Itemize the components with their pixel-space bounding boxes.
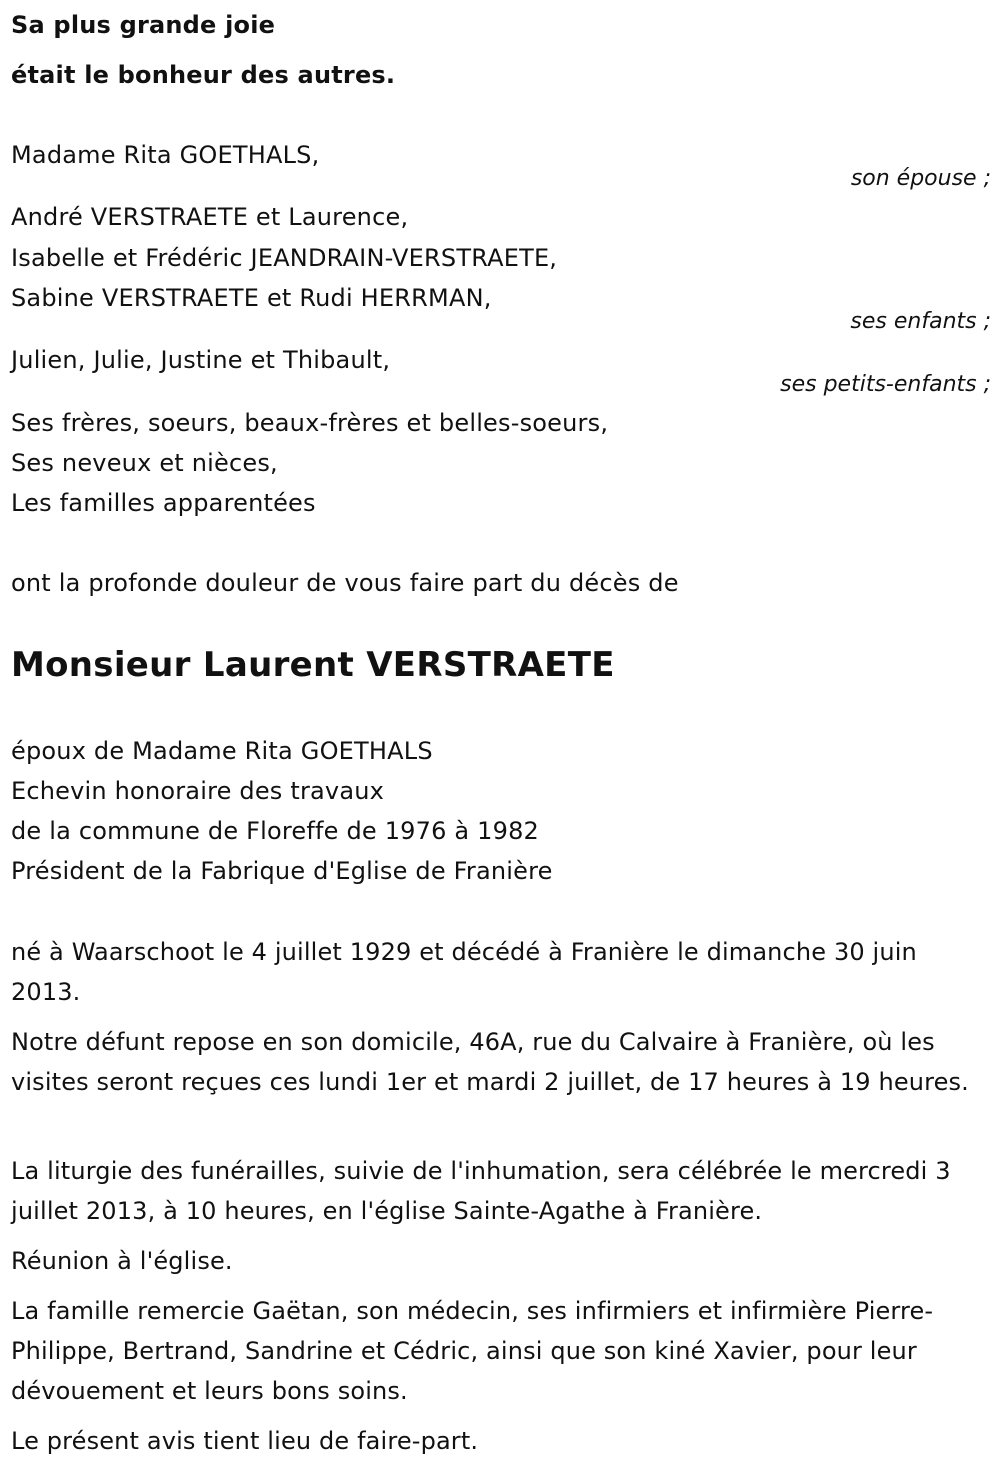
deceased-detail: de la commune de Floreffe de 1976 à 1982 [11, 817, 540, 845]
notice-paragraph: Le présent avis tient lieu de faire-part. [11, 1427, 479, 1455]
motto-line-1: Sa plus grande joie [11, 11, 276, 39]
meeting-paragraph: Réunion à l'église. [11, 1247, 233, 1275]
relatives-line: Ses neveux et nièces, [11, 449, 278, 477]
visitation-paragraph: Notre défunt repose en son domicile, 46A, rue du Calvaire à Franière, où les visites seront reçues ces lundi 1er et mardi 2 juillet, de 17 heures à 19 heures. [11, 1028, 969, 1096]
grandchildren-names: Julien, Julie, Justine et Thibault, [11, 346, 391, 374]
deceased-name: Monsieur Laurent VERSTRAETE [11, 645, 615, 685]
announcement-text: ont la profonde douleur de vous faire part du décès de [11, 569, 679, 597]
children-role: ses enfants ; [850, 309, 991, 334]
spouse-role: son épouse ; [850, 166, 991, 191]
motto-line-2: était le bonheur des autres. [11, 61, 396, 89]
deceased-detail: Président de la Fabrique d'Eglise de Franière [11, 857, 553, 885]
deceased-detail: Echevin honoraire des travaux [11, 777, 385, 805]
spouse-name: Madame Rita GOETHALS, [11, 141, 320, 169]
funeral-paragraph: La liturgie des funérailles, suivie de l'inhumation, sera célébrée le mercredi 3 juillet 2013, à 10 heures, en l'église Sainte-Agathe à Franière. [11, 1157, 951, 1225]
child-line: André VERSTRAETE et Laurence, [11, 203, 409, 231]
deceased-detail: époux de Madame Rita GOETHALS [11, 737, 433, 765]
thanks-paragraph: La famille remercie Gaëtan, son médecin, ses infirmiers et infirmière Pierre-Philippe, Bertrand, Sandrine et Cédric, ainsi que son kiné Xavier, pour leur dévouement et leurs bons soins. [11, 1297, 934, 1405]
child-line: Sabine VERSTRAETE et Rudi HERRMAN, [11, 284, 492, 312]
relatives-line: Ses frères, soeurs, beaux-frères et belles-soeurs, [11, 409, 609, 437]
grandchildren-role: ses petits-enfants ; [780, 372, 991, 397]
birth-death-paragraph: né à Waarschoot le 4 juillet 1929 et décédé à Franière le dimanche 30 juin 2013. [11, 938, 917, 1006]
child-line: Isabelle et Frédéric JEANDRAIN-VERSTRAETE, [11, 244, 558, 272]
relatives-line: Les familles apparentées [11, 489, 316, 517]
